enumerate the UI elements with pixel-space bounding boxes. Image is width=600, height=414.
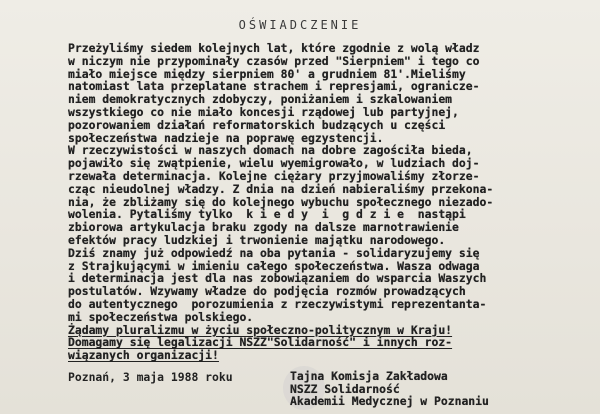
text-line: natomiast lata przeplatane strachem i represjami, ogranicze- bbox=[68, 79, 480, 94]
signature-block bbox=[290, 370, 590, 408]
text-line: w niczym nie przypominały czasów przed "Sierpniem" i tego co bbox=[68, 53, 480, 68]
text-line: wolenia. Pytaliśmy tylko k i e d y i g d z i e nastąpi bbox=[68, 207, 466, 222]
text-line: postulatów. Wzywamy władze do podjęcia rozmów prowadzących bbox=[68, 284, 466, 299]
document-body bbox=[68, 42, 588, 362]
text-line: z Strajkującymi w imieniu całego społeczeństwa. Wasza odwaga bbox=[68, 258, 480, 273]
place-date: Poznań, 3 maja 1988 roku bbox=[68, 370, 233, 384]
text-line: wiązanych organizacji! bbox=[68, 348, 219, 363]
text-line: Dziś znamy już odpowiedź na oba pytania - solidaryzujemy się bbox=[68, 245, 480, 260]
text-line: nia, że zbliżamy się do kolejnego wybuchu społecznego niezado- bbox=[68, 194, 494, 209]
text-line: cząc nieudolnej władzy. Z dnia na dzień nabieraliśmy przekona- bbox=[68, 181, 494, 196]
text-line: Domagamy się legalizacji NSZZ"Solidarność" i innych roz- bbox=[68, 335, 453, 350]
text-line: efektów pracy ludzkiej i trwonienie majątku narodowego. bbox=[68, 232, 446, 247]
text-line: społeczeństwa nadzieje na poprawę egzystencji. bbox=[68, 130, 384, 145]
signature-line: NSZZ Solidarność bbox=[290, 381, 400, 396]
text-line: pozorowaniem działań reformatorskich budzących u części bbox=[68, 117, 446, 132]
text-line: do autentycznego porozumienia z rzeczywistymi reprezentanta- bbox=[68, 296, 487, 311]
text-line: Żądamy pluralizmu w życiu społeczno-politycznym w Kraju! bbox=[68, 322, 453, 337]
text-line: W rzeczywistości w naszych domach na dobre zagościła bieda, bbox=[68, 143, 473, 158]
text-line: niem demokratycznych zdobyczy, poniżaniem i szkalowaniem bbox=[68, 92, 453, 107]
text-line: rzewała determinacja. Kolejne ciężary przyjmowaliśmy złorze- bbox=[68, 168, 480, 183]
text-line: wszystkiego co nie miało koncesji rządowej lub partyjnej, bbox=[68, 104, 459, 119]
signature-line: Akademii Medycznej w Poznaniu bbox=[290, 394, 489, 409]
text-line: i determinacja jest dla nas zobowiązaniem do wsparcia Waszych bbox=[68, 271, 487, 286]
signature-line: Tajna Komisja Zakładowa bbox=[290, 369, 448, 383]
text-line: Przeżyliśmy siedem kolejnych lat, które zgodnie z wolą władz bbox=[68, 41, 480, 55]
text-line: miało miejsce między sierpniem 80' a grudniem 81'.Mieliśmy bbox=[68, 66, 466, 81]
text-line: mi społeczeństwa polskiego. bbox=[68, 309, 254, 324]
text-line: zbiorowa artykulacja braku zgody na dalsze marnotrawienie bbox=[68, 220, 459, 235]
text-line: pojawiło się zwątpienie, wielu wyemigrowało, w ludziach doj- bbox=[68, 156, 480, 171]
document-title: OŚWIADCZENIE bbox=[238, 18, 362, 32]
